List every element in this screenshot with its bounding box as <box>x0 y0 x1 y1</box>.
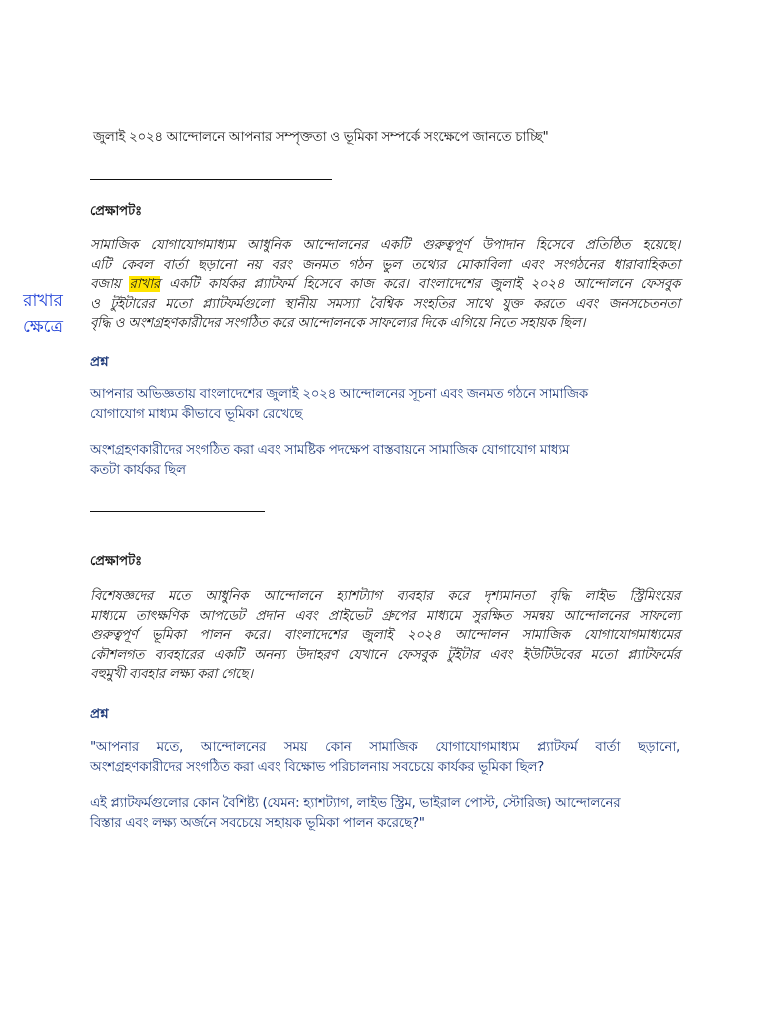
question-heading-1: প্রশ্ন <box>90 354 109 370</box>
question-1 <box>90 385 680 424</box>
question-line: যোগাযোগ মাধ্যম কীভাবে ভূমিকা রেখেছে <box>90 405 303 422</box>
margin-comment[interactable] <box>14 288 72 340</box>
question-3 <box>90 738 680 777</box>
question-line: আপনার অভিজ্ঞতায় বাংলাদেশের জুলাই ২০২৪ আন্দোলনের সূচনা এবং জনমত গঠনে সামাজিক <box>90 386 588 402</box>
question-line: অংশগ্রহণকারীদের সংগঠিত করা এবং সামষ্টিক পদক্ষেপ বাস্তবায়নে সামাজিক যোগাযোগ মাধ্যম <box>90 442 570 458</box>
text-segment: একটি কার্যকর প্ল্যাটফর্ম হিসেবে কাজ করে। বাংলাদেশের জুলাই ২০২৪ আন্দোলনে ফেসবুক <box>159 276 680 292</box>
highlighted-word[interactable]: রাখার <box>129 276 160 292</box>
question-line: বিস্তার এবং লক্ষ্য অর্জনে সবচেয়ে সহায়ক ভূমিকা পালন করেছে?" <box>90 814 425 831</box>
comment-line: ক্ষেত্রে <box>23 317 63 337</box>
question-2 <box>90 441 680 480</box>
context-line: বিশেষজ্ঞদের মতে আধুনিক আন্দোলনে হ্যাশট্যাগ ব্যবহার করে দৃশ্যমানতা বৃদ্ধি লাইভ স্ট্রিমিংয়ের <box>90 588 680 604</box>
context-paragraph-1 <box>90 236 680 334</box>
question-line: কতটা কার্যকর ছিল <box>90 461 186 478</box>
text-segment: বজায় <box>90 276 130 292</box>
context-line: মাধ্যমে তাৎক্ষণিক আপডেট প্রদান এবং প্রাইভেট গ্রুপের মাধ্যমে সুরক্ষিত সমন্বয় আন্দোলনের সাফল্যে <box>90 607 680 624</box>
context-heading-1: প্রেক্ষাপটঃ <box>90 204 143 219</box>
intro-question: জুলাই ২০২৪ আন্দোলনে আপনার সম্পৃক্ততা ও ভূমিকা সম্পর্কে সংক্ষেপে জানতে চাচ্ছি" <box>93 129 549 145</box>
context-heading-2: প্রেক্ষাপটঃ <box>90 554 143 569</box>
divider-line-2 <box>90 511 265 512</box>
question-4 <box>90 794 680 833</box>
context-line: এটি কেবল বার্তা ছড়ানো নয় বরং জনমত গঠন ভুল তথ্যের মোকাবিলা এবং সংগঠনের ধারাবাহিকতা <box>90 256 680 273</box>
divider-line-1 <box>90 179 332 180</box>
context-line: সামাজিক যোগাযোগমাধ্যম আধুনিক আন্দোলনের একটি গুরুত্বপূর্ণ উপাদান হিসেবে প্রতিষ্ঠিত হয়েছে। <box>90 237 680 253</box>
comment-line: রাখার <box>23 291 63 311</box>
question-line: অংশগ্রহণকারীদের সংগঠিত করা এবং বিক্ষোভ পরিচালনায় সবচেয়ে কার্যকর ভূমিকা ছিল? <box>90 758 545 775</box>
context-line <box>90 275 680 295</box>
context-line: ও টুইটারের মতো প্ল্যাটফর্মগুলো স্থানীয় সমস্যা বৈশ্বিক সংহতির সাথে যুক্ত করতে এবং জনসচেতনতা <box>90 295 680 312</box>
context-line: বহুমুখী ব্যবহার লক্ষ্য করা গেছে। <box>90 666 253 682</box>
question-line: এই প্ল্যাটফর্মগুলোর কোন বৈশিষ্ট্য (যেমন: হ্যাশট্যাগ, লাইভ স্ট্রিম, ভাইরাল পোস্ট, স্টোরিজ) আন্দোলনের <box>90 795 621 811</box>
context-line: বৃদ্ধি ও অংশগ্রহণকারীদের সংগঠিত করে আন্দোলনকে সাফল্যের দিকে এগিয়ে নিতে সহায়ক ছিল। <box>90 315 586 331</box>
context-line: কৌশলগত ব্যবহারের একটি অনন্য উদাহরণ যেখানে ফেসবুক টুইটার এবং ইউটিউবের মতো প্ল্যাটফর্মের <box>90 646 680 663</box>
question-line: "আপনার মতে, আন্দোলনের সময় কোন সামাজিক যোগাযোগমাধ্যম প্ল্যাটফর্ম বার্তা ছড়ানো, <box>90 739 680 755</box>
context-line: গুরুত্বপূর্ণ ভূমিকা পালন করে। বাংলাদেশের জুলাই ২০২৪ আন্দোলন সামাজিক যোগাযোগমাধ্যমের <box>90 627 680 643</box>
question-heading-2: প্রশ্ন <box>90 706 109 722</box>
context-paragraph-2 <box>90 587 680 685</box>
